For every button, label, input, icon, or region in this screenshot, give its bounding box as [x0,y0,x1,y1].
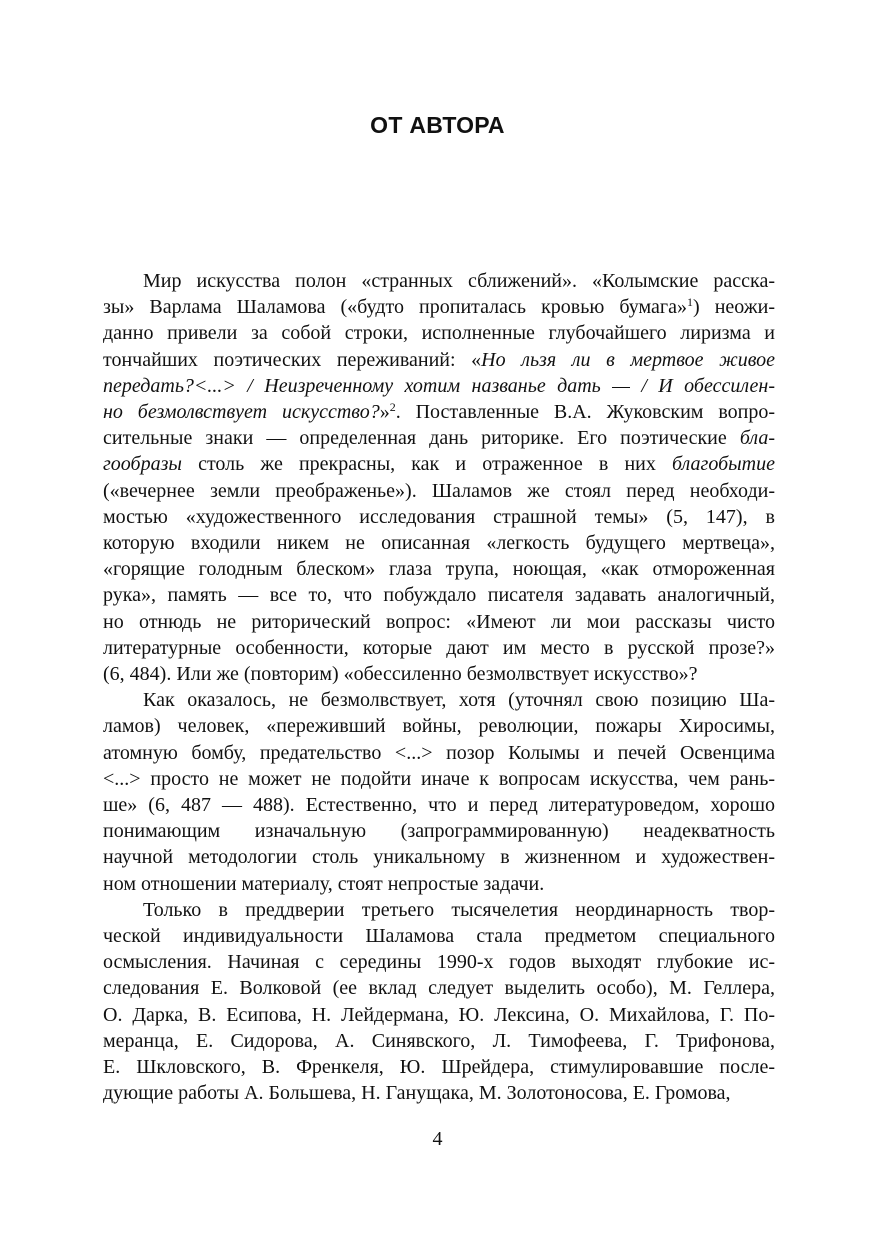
text-run: ламов) человек, «переживший войны, революции, пожары Хиросимы, [103,715,775,738]
text-run: Только в преддверии третьего тысячелетия неординарность твор- [143,898,775,921]
text-run: дующие работы А. Большева, Н. Ганущака, М. Золотоносова, Е. Громова, [103,1082,731,1105]
text-run: (6, 484). Или же (повторим) «обессиленно безмолвствует искусство»? [103,663,698,686]
text-run: ше» (6, 487 — 488). Естественно, что и перед литературоведом, хорошо [103,794,775,817]
text-run: литературные особенности, которые дают им место в русской прозе?» [103,636,775,659]
text-run: благобытие [672,453,775,476]
text-run: зы» Варлама Шаламова («будто пропиталась кровью бумага» [103,296,687,319]
text-run: » [379,401,390,424]
text-line [103,949,775,975]
footnote-ref[interactable]: 2 [389,400,396,415]
text-line [103,635,775,661]
text-run: но безмолвствует искусство? [103,401,380,424]
text-line [103,897,775,923]
text-run: («вечернее земли преображенье»). Шаламов же стоял перед необходи- [103,479,775,502]
text-run: ческой индивидуальности Шаламова стала предметом специального [103,925,775,948]
text-run: понимающим изначальную (запрограммированную) неадекватность [103,820,775,843]
text-line [103,609,775,635]
text-line [103,713,775,739]
text-run: следования Е. Волковой (ее вклад следует выделить особо), М. Геллера, [103,977,775,1000]
text-line [103,268,775,294]
text-line [103,347,775,373]
text-line [103,766,775,792]
text-run: Мир искусства полон «странных сближений». «Колымские расска- [143,270,775,292]
text-run: передать?<...> / Неизреченному хотим названье дать — / И обессилен- [103,374,775,397]
chapter-title: ОТ АВТОРА [370,112,505,138]
text-line [103,320,775,346]
text-line [103,975,775,1001]
text-run: ном отношении материалу, стоят непростые задачи. [103,872,545,895]
text-line [103,294,775,320]
text-line [103,530,775,556]
text-line [103,478,775,504]
text-line [103,923,775,949]
text-run: осмысления. Начиная с середины 1990-х годов выходят глубокие ис- [103,951,775,974]
text-run: сительные знаки — определенная дань риторике. Его поэтические [103,427,740,450]
text-run: тончайших поэтических переживаний: « [103,348,482,371]
text-line [103,556,775,582]
text-line [103,451,775,477]
text-run: столь же прекрасны, как и отраженное в них [181,453,672,476]
paragraph [103,687,775,897]
text-run: мостью «художественного исследования страшной темы» (5, 147), в [103,505,775,528]
footnote-ref[interactable]: 1 [687,295,693,310]
text-line [103,399,775,425]
text-line [103,504,775,530]
text-run: данно привели за собой строки, исполненные глубочайшего лиризма и [103,322,775,345]
body-text [103,268,775,1107]
text-run: гообразы [103,453,182,476]
text-line [103,1054,775,1080]
text-run: Е. Шкловского, В. Френкеля, Ю. Шрейдера, стимулировавшие после- [103,1056,775,1079]
text-run: бла- [739,427,775,450]
text-run: научной методологии столь уникальному в жизненном и художествен- [103,846,775,869]
text-run: рука», память — все то, что побуждало писателя задавать аналогичный, [103,584,775,607]
text-run: ) неожи- [693,296,775,319]
text-run: но отнюдь не риторический вопрос: «Имеют ли мои рассказы чисто [103,610,775,633]
text-run: О. Дарка, В. Есипова, Н. Лейдермана, Ю. Лексина, О. Михайлова, Г. По- [103,1003,775,1026]
text-line [103,871,775,897]
text-run: Как оказалось, не безмолвствует, хотя (уточнял свою позицию Ша- [143,689,775,712]
text-line [103,844,775,870]
page-number: 4 [432,1128,443,1150]
text-line [103,661,775,687]
text-line [103,687,775,713]
text-line [103,1080,775,1106]
text-line [103,792,775,818]
text-run: . Поставленные В.А. Жуковским вопро- [395,401,775,424]
text-run: <...> просто не может не подойти иначе к вопросам искусства, чем рань- [103,767,775,790]
text-line [103,373,775,399]
text-line [103,425,775,451]
text-run: которую входили никем не описанная «легкость будущего мертвеца», [103,532,775,555]
text-line [103,818,775,844]
paragraph [103,897,775,1107]
text-line [103,1028,775,1054]
text-run: «горящие голодным блеском» глаза трупа, ноющая, «как отмороженная [103,558,775,581]
text-line [103,1002,775,1028]
text-run: Но льзя ли в мертвое живое [481,348,776,371]
text-run: атомную бомбу, предательство <...> позор Колымы и печей Освенцима [103,741,775,764]
text-line [103,582,775,608]
paragraph [103,268,775,687]
text-run: меранца, Е. Сидорова, А. Синявского, Л. Тимофеева, Г. Трифонова, [103,1029,775,1052]
text-line [103,740,775,766]
